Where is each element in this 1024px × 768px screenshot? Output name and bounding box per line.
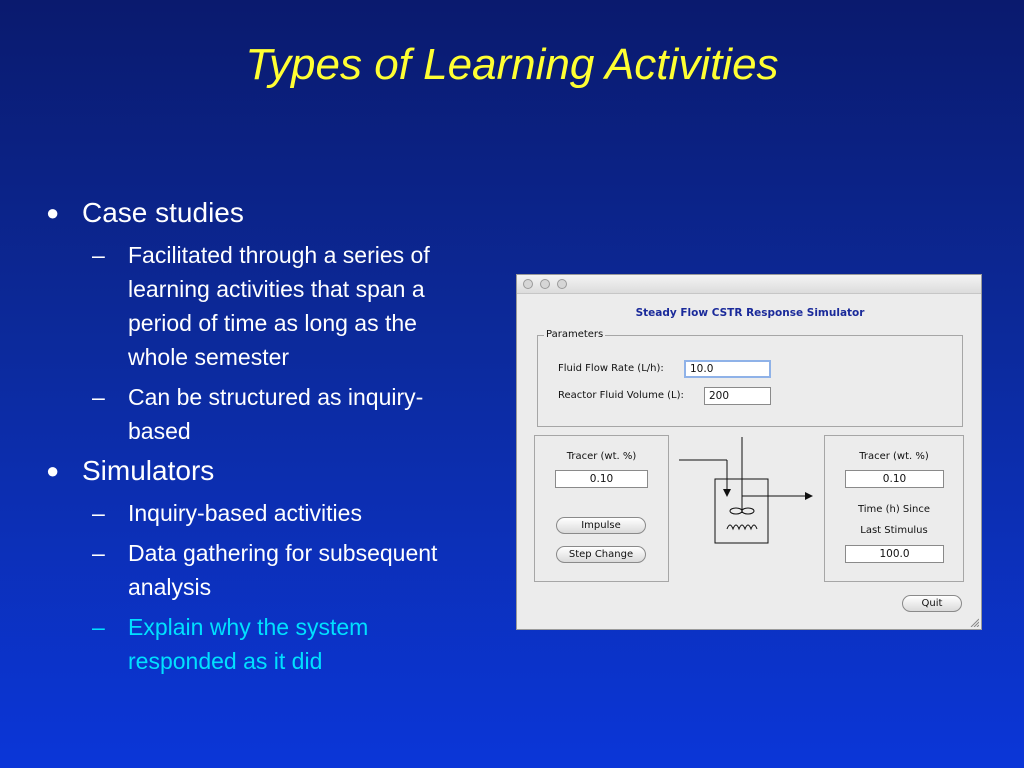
bullet-icon: ● [46,200,60,225]
close-window-icon[interactable] [523,279,533,289]
sub-bullet [92,238,486,374]
window-titlebar[interactable] [517,275,981,294]
volume-label: Reactor Fluid Volume (L): [558,390,684,401]
bullet-case-studies [46,196,486,230]
simulator-window [516,274,982,630]
sub-bullet [92,536,486,604]
bullet-list [46,196,486,684]
bullet-text: Simulators [82,455,215,486]
last-stimulus-label: Last Stimulus [860,525,928,536]
resize-grip-icon[interactable] [969,617,979,627]
step-change-button[interactable]: Step Change [556,546,646,563]
flow-rate-label: Fluid Flow Rate (L/h): [558,363,664,374]
input-tracer-label: Tracer (wt. %) [566,451,637,462]
sub-bullet-text: Can be structured as inquiry-based [128,384,424,444]
slide-title: Types of Learning Activities [245,40,779,89]
sub-bullet [92,380,486,448]
simulator-title: Steady Flow CSTR Response Simulator [635,307,865,319]
impulse-button[interactable]: Impulse [556,517,646,534]
output-tracer-field[interactable]: 0.10 [845,470,944,488]
input-tracer-field[interactable]: 0.10 [555,470,648,488]
input-tracer-panel [534,435,669,582]
parameters-group [537,329,963,427]
volume-input[interactable]: 200 [704,387,771,405]
minimize-window-icon[interactable] [540,279,550,289]
flow-rate-input[interactable]: 10.0 [684,360,771,378]
dash-icon: – [92,500,105,526]
dash-icon: – [92,540,105,566]
sub-bullet-text: Inquiry-based activities [128,500,362,526]
dash-icon: – [92,242,105,268]
zoom-window-icon[interactable] [557,279,567,289]
dash-icon: – [92,384,105,410]
sub-bullet-highlight [92,610,486,678]
time-value-field[interactable]: 100.0 [845,545,944,563]
quit-button[interactable]: Quit [902,595,962,612]
time-since-label: Time (h) Since [857,504,931,515]
bullet-text: Case studies [82,197,244,228]
sub-bullet [92,496,486,530]
sub-bullet-text: Explain why the system responded as it did [128,614,369,674]
output-tracer-panel [824,435,964,582]
reactor-diagram [667,433,827,545]
parameters-legend: Parameters [546,329,604,340]
output-tracer-label: Tracer (wt. %) [859,451,929,462]
dash-icon: – [92,614,105,640]
sub-bullet-text: Facilitated through a series of learning activities that span a period of time as long as the whole semester [128,242,430,370]
bullet-simulators [46,454,486,488]
sub-bullet-text: Data gathering for subsequent analysis [128,540,438,600]
bullet-icon: ● [46,458,60,483]
